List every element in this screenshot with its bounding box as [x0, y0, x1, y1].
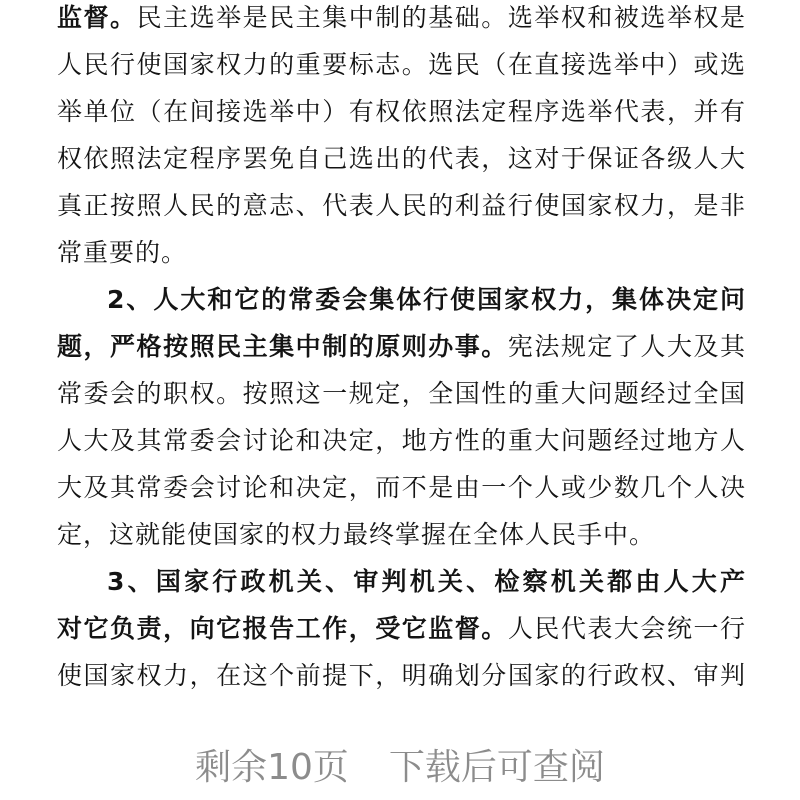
text-line	[57, 323, 746, 370]
download-hint-label: 下载后可查阅	[388, 747, 605, 788]
body-text: 民主选举是民主集中制的基础。选举权和被选举权是	[136, 3, 746, 32]
body-text: 人民代表大会统一行	[507, 614, 746, 643]
text-line	[57, 558, 746, 605]
bold-text: 题，严格按照民主集中制的原则办事。	[57, 332, 508, 361]
text-line	[57, 605, 746, 652]
document-body	[57, 0, 746, 699]
text-line	[57, 135, 746, 182]
text-line	[57, 182, 746, 229]
paragraph-2	[57, 276, 746, 558]
body-text: 使国家权力，在这个前提下，明确划分国家的行政权、审判	[57, 661, 746, 690]
body-text: 人民行使国家权力的重要标志。选民（在直接选举中）或选	[57, 50, 746, 79]
text-line	[57, 511, 746, 558]
text-line	[57, 41, 746, 88]
body-text: 常委会的职权。按照这一规定，全国性的重大问题经过全国	[57, 379, 746, 408]
body-text: 人大及其常委会讨论和决定，地方性的重大问题经过地方人	[57, 426, 746, 455]
body-text: 大及其常委会讨论和决定，而不是由一个人或少数几个人决	[57, 473, 746, 502]
body-text: 宪法规定了人大及其	[507, 332, 746, 361]
body-text: 常重要的。	[57, 238, 188, 267]
text-line	[57, 229, 746, 276]
remaining-pages-notice[interactable]	[0, 744, 800, 792]
bold-text: 3、国家行政机关、审判机关、检察机关都由人大产	[107, 567, 746, 596]
body-text: 定，这就能使国家的权力最终掌握在全体人民手中。	[57, 520, 656, 549]
text-line	[57, 417, 746, 464]
text-line	[57, 88, 746, 135]
remaining-pages-label: 剩余10页	[195, 747, 349, 788]
paragraph-3	[57, 558, 746, 699]
body-text: 举单位（在间接选举中）有权依照法定程序选举代表，并有	[57, 97, 746, 126]
bold-text: 对它负责，向它报告工作，受它监督。	[57, 614, 508, 643]
text-line	[57, 0, 746, 41]
text-line	[57, 370, 746, 417]
bold-text: 2、人大和它的常委会集体行使国家权力，集体决定问	[107, 285, 746, 314]
text-line	[57, 652, 746, 699]
text-line	[57, 276, 746, 323]
text-line	[57, 464, 746, 511]
body-text: 权依照法定程序罢免自己选出的代表，这对于保证各级人大	[57, 144, 746, 173]
body-text: 真正按照人民的意志、代表人民的利益行使国家权力，是非	[57, 191, 746, 220]
bold-text: 监督。	[57, 3, 137, 32]
paragraph-1	[57, 0, 746, 276]
